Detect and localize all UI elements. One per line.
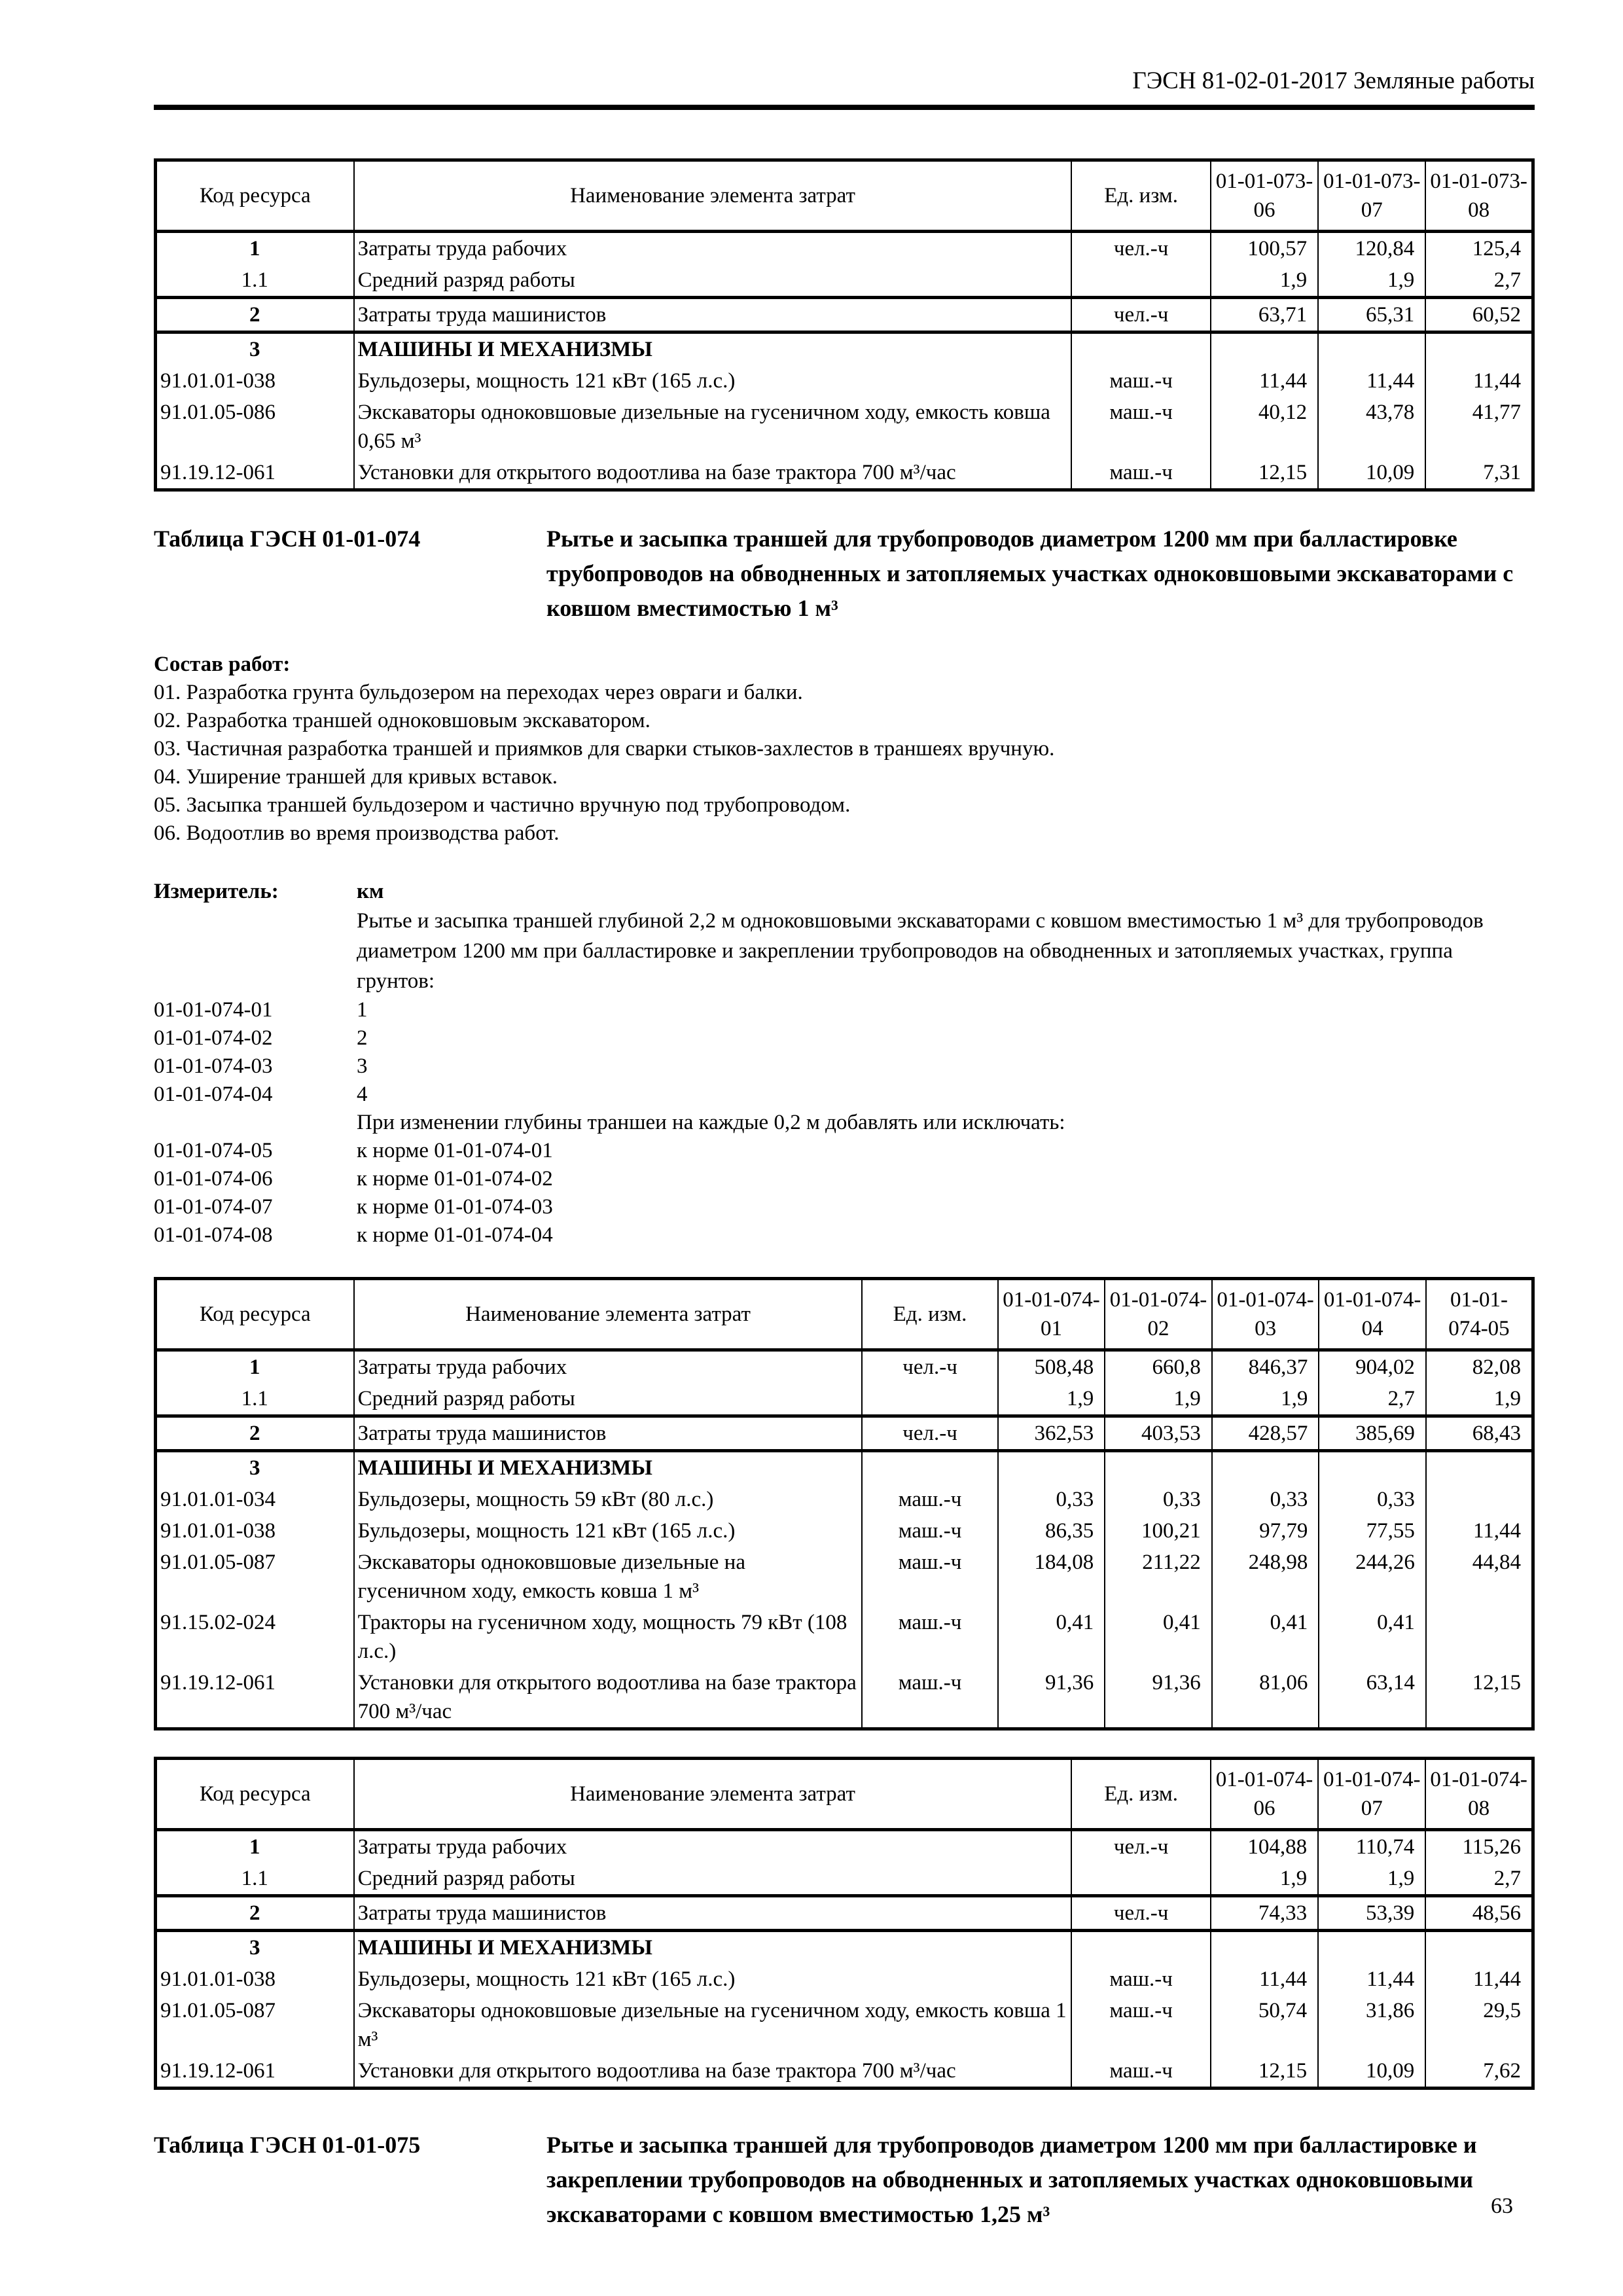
cell-value [1426,1607,1533,1667]
norm-group-value: к норме 01-01-074-03 [357,1195,553,1219]
cell-value: 63,14 [1319,1667,1426,1729]
column-header: 01-01-074-05 [1426,1279,1533,1350]
cell-resource-code: 91.01.05-086 [156,397,354,457]
table-row [156,457,1533,490]
measure-unit: км [357,880,384,903]
measure-entry [154,1221,1535,1249]
table-row [156,264,1533,298]
cell-cost-element-name: Экскаваторы одноковшовые дизельные на гусеничном ходу, емкость ковша 1 м³ [354,1995,1072,2055]
measure-entry [154,996,1535,1024]
norm-code: 01-01-074-04 [154,1083,273,1106]
cell-resource-code: 1 [156,1350,354,1384]
cell-unit: чел.-ч [1071,1896,1211,1931]
norm-group-value: к норме 01-01-074-02 [357,1167,553,1191]
cell-value: 362,53 [998,1416,1105,1451]
cell-value: 10,09 [1318,457,1425,490]
table-row [156,1964,1533,1995]
cell-value: 12,15 [1426,1667,1533,1729]
column-header: 01-01-073-06 [1211,160,1318,232]
column-header: 01-01-074-06 [1211,1759,1318,1830]
cell-resource-code: 2 [156,1896,354,1931]
table-row [156,1995,1533,2055]
column-header: 01-01-074-08 [1425,1759,1533,1830]
measure-entry [154,1024,1535,1052]
cell-resource-code: 91.19.12-061 [156,457,354,490]
cell-cost-element-name: Затраты труда машинистов [354,298,1072,332]
work-composition-list [154,679,1535,848]
norm-code: 01-01-074-05 [154,1139,273,1162]
cell-value: 65,31 [1318,298,1425,332]
table-row [156,1484,1533,1515]
cell-value: 385,69 [1319,1416,1426,1451]
cell-unit: маш.-ч [1071,457,1211,490]
cell-value: 1,9 [998,1383,1105,1416]
cell-value: 11,44 [1426,1515,1533,1547]
cell-value [1425,332,1533,366]
cell-unit [862,1383,997,1416]
work-item: 05. Засыпка траншей бульдозером и частично вручную под трубопроводом. [154,793,851,817]
norm-group-value: 2 [357,1026,368,1050]
cell-resource-code: 3 [156,332,354,366]
resource-table-074-part2 [154,1757,1535,2090]
cell-value: 2,7 [1425,264,1533,298]
cell-cost-element-name: Установки для открытого водоотлива на базе трактора 700 м³/час [354,2055,1072,2089]
cell-value: 40,12 [1211,397,1318,457]
cell-unit: чел.-ч [1071,232,1211,265]
table-row [156,1451,1533,1484]
table-row [156,1863,1533,1896]
column-header: Код ресурса [156,160,354,232]
cell-value [1211,332,1318,366]
cell-cost-element-name: Затраты труда рабочих [354,1350,863,1384]
cell-value: 0,33 [1105,1484,1212,1515]
cell-value: 91,36 [1105,1667,1212,1729]
table-row [156,1350,1533,1384]
cell-value: 11,44 [1318,1964,1425,1995]
cell-cost-element-name: Затраты труда машинистов [354,1896,1072,1931]
cell-value: 12,15 [1211,457,1318,490]
cell-value: 0,41 [1212,1607,1319,1667]
cell-resource-code: 91.15.02-024 [156,1607,354,1667]
cell-resource-code: 91.01.01-038 [156,1515,354,1547]
table-row [156,2055,1533,2089]
cell-value: 1,9 [1426,1383,1533,1416]
cell-cost-element-name: Установки для открытого водоотлива на базе трактора 700 м³/час [354,1667,863,1729]
cell-value [1318,1931,1425,1964]
cell-resource-code: 3 [156,1451,354,1484]
cell-value [1425,1931,1533,1964]
table-row [156,1547,1533,1607]
cell-unit: маш.-ч [862,1515,997,1547]
cell-resource-code: 91.19.12-061 [156,2055,354,2089]
cell-value: 1,9 [1211,1863,1318,1896]
table-row [156,365,1533,397]
cell-resource-code: 91.01.01-038 [156,1964,354,1995]
cell-unit: чел.-ч [1071,298,1211,332]
table-row [156,1416,1533,1451]
cell-cost-element-name: Средний разряд работы [354,1863,1072,1896]
cell-unit: чел.-ч [862,1416,997,1451]
column-header: 01-01-074-01 [998,1279,1105,1350]
norm-group-value: 1 [357,998,368,1022]
column-header: Ед. изм. [862,1279,997,1350]
cell-value: 7,62 [1425,2055,1533,2089]
cell-cost-element-name: Средний разряд работы [354,1383,863,1416]
document-title: ГЭСН 81-02-01-2017 Земляные работы [1132,67,1535,94]
cell-value: 12,15 [1211,2055,1318,2089]
cell-unit: маш.-ч [1071,1995,1211,2055]
cell-value: 11,44 [1425,1964,1533,1995]
cell-value: 11,44 [1318,365,1425,397]
cell-value: 508,48 [998,1350,1105,1384]
cell-unit [1071,332,1211,366]
cell-value: 403,53 [1105,1416,1212,1451]
measure-description: Рытье и засыпка траншей глубиной 2,2 м одноковшовыми экскаваторами с ковшом вместимостью 1 м³ для трубопроводов диаметром 1200 мм при балластировке и закреплении трубопроводов на обводненных и затопляемых участках, группа грунтов: [357,909,1484,993]
cell-value: 11,44 [1211,1964,1318,1995]
cell-unit: чел.-ч [862,1350,997,1384]
work-item: 06. Водоотлив во время производства работ. [154,821,560,845]
cell-value: 91,36 [998,1667,1105,1729]
cell-cost-element-name: МАШИНЫ И МЕХАНИЗМЫ [354,332,1072,366]
norm-group-value: к норме 01-01-074-04 [357,1223,553,1247]
cell-value: 660,8 [1105,1350,1212,1384]
column-header: 01-01-074-04 [1319,1279,1426,1350]
cell-value: 1,9 [1318,1863,1425,1896]
measure-description-row [154,906,1535,996]
cell-cost-element-name: Бульдозеры, мощность 121 кВт (165 л.с.) [354,1964,1072,1995]
cell-value [1318,332,1425,366]
cell-unit: чел.-ч [1071,1830,1211,1863]
cell-resource-code: 1 [156,1830,354,1863]
cell-cost-element-name: МАШИНЫ И МЕХАНИЗМЫ [354,1451,863,1484]
cell-value: 904,02 [1319,1350,1426,1384]
cell-resource-code: 91.01.05-087 [156,1547,354,1607]
work-composition-section [154,651,1535,848]
norm-code [154,1109,357,1137]
cell-cost-element-name: Экскаваторы одноковшовые дизельные на гусеничном ходу, емкость ковша 1 м³ [354,1547,863,1607]
table-row [156,298,1533,332]
cell-value: 0,33 [1319,1484,1426,1515]
cell-value: 0,33 [998,1484,1105,1515]
table-row [156,1931,1533,1964]
cell-unit [1071,1863,1211,1896]
measure-entry [154,1137,1535,1165]
caption-label: Таблица ГЭСН 01-01-074 [154,526,421,552]
cell-cost-element-name: Затраты труда рабочих [354,232,1072,265]
cell-value [998,1451,1105,1484]
cell-value: 11,44 [1211,365,1318,397]
cell-value [1105,1451,1212,1484]
work-item: 01. Разработка грунта бульдозером на переходах через овраги и балки. [154,681,803,704]
measure-entry [154,1081,1535,1109]
table-row [156,1667,1533,1729]
caption-label: Таблица ГЭСН 01-01-075 [154,2132,421,2158]
column-header: Ед. изм. [1071,1759,1211,1830]
cell-resource-code: 91.01.01-034 [156,1484,354,1515]
page-content [154,0,1535,2232]
measure-header-row [154,878,1535,906]
cell-value: 0,41 [1105,1607,1212,1667]
column-header: 01-01-074-07 [1318,1759,1425,1830]
column-header: Код ресурса [156,1279,354,1350]
table-row [156,1515,1533,1547]
resource-table-073 [154,158,1535,492]
norm-group-value: 4 [357,1083,368,1106]
cell-value: 115,26 [1425,1830,1533,1863]
norm-code: 01-01-074-07 [154,1195,273,1219]
cell-value: 53,39 [1318,1896,1425,1931]
page-header [154,0,1535,94]
cell-value: 0,41 [998,1607,1105,1667]
cell-value: 2,7 [1425,1863,1533,1896]
table-caption-074 [154,522,1535,626]
norm-code: 01-01-074-08 [154,1223,273,1247]
cell-value: 248,98 [1212,1547,1319,1607]
cell-value: 0,33 [1212,1484,1319,1515]
cell-value: 104,88 [1211,1830,1318,1863]
cell-cost-element-name: Затраты труда рабочих [354,1830,1072,1863]
cell-cost-element-name: Экскаваторы одноковшовые дизельные на гусеничном ходу, емкость ковша 0,65 м³ [354,397,1072,457]
cell-value: 100,57 [1211,232,1318,265]
cell-value: 110,74 [1318,1830,1425,1863]
cell-cost-element-name: Затраты труда машинистов [354,1416,863,1451]
cell-cost-element-name: Бульдозеры, мощность 121 кВт (165 л.с.) [354,1515,863,1547]
measure-entry [154,1052,1535,1081]
cell-value [1212,1451,1319,1484]
norm-code: 01-01-074-02 [154,1026,273,1050]
resource-table-074-part1 [154,1277,1535,1731]
column-header: 01-01-074-02 [1105,1279,1212,1350]
norm-code: 01-01-074-03 [154,1054,273,1078]
cell-unit: маш.-ч [862,1547,997,1607]
cell-resource-code: 91.01.01-038 [156,365,354,397]
cell-value: 44,84 [1426,1547,1533,1607]
cell-value [1211,1931,1318,1964]
cell-value [1426,1484,1533,1515]
cell-value: 1,9 [1211,264,1318,298]
cell-unit: маш.-ч [862,1484,997,1515]
column-header: Наименование элемента затрат [354,1759,1072,1830]
measure-section [154,878,1535,1249]
cell-unit: маш.-ч [862,1607,997,1667]
cell-value: 184,08 [998,1547,1105,1607]
cell-resource-code: 1 [156,232,354,265]
cell-value: 211,22 [1105,1547,1212,1607]
cell-unit: маш.-ч [1071,397,1211,457]
cell-resource-code: 2 [156,1416,354,1451]
table-row [156,332,1533,366]
column-header: Ед. изм. [1071,160,1211,232]
table-caption-075 [154,2128,1535,2232]
cell-value: 244,26 [1319,1547,1426,1607]
norm-group-value: 3 [357,1054,368,1078]
norm-group-value: При изменении глубины траншеи на каждые 0,2 м добавлять или исключать: [357,1111,1065,1134]
cell-value: 125,4 [1425,232,1533,265]
table-row [156,1896,1533,1931]
caption-title: Рытье и засыпка траншей для трубопроводов диаметром 1200 мм при балластировке трубопроводов на обводненных и затопляемых участках одноковшовыми экскаваторами с ковшом вместимостью 1 м³ [546,526,1514,621]
cell-value: 77,55 [1319,1515,1426,1547]
column-header: Код ресурса [156,1759,354,1830]
cell-resource-code: 91.19.12-061 [156,1667,354,1729]
cell-unit [1071,264,1211,298]
table-row [156,232,1533,265]
cell-value: 48,56 [1425,1896,1533,1931]
column-header: 01-01-073-08 [1425,160,1533,232]
cell-value: 86,35 [998,1515,1105,1547]
cell-cost-element-name: Бульдозеры, мощность 121 кВт (165 л.с.) [354,365,1072,397]
cell-resource-code: 1.1 [156,1383,354,1416]
cell-value: 63,71 [1211,298,1318,332]
cell-value: 7,31 [1425,457,1533,490]
table-header-row [156,160,1533,232]
cell-resource-code: 3 [156,1931,354,1964]
cell-value: 0,41 [1319,1607,1426,1667]
work-composition-heading: Состав работ: [154,653,291,676]
measure-description-spacer [154,906,357,996]
cell-resource-code: 1.1 [156,1863,354,1896]
cell-cost-element-name: МАШИНЫ И МЕХАНИЗМЫ [354,1931,1072,1964]
column-header: 01-01-073-07 [1318,160,1425,232]
cell-value: 10,09 [1318,2055,1425,2089]
cell-value: 31,86 [1318,1995,1425,2055]
cell-value: 120,84 [1318,232,1425,265]
table-header-row [156,1279,1533,1350]
cell-value: 81,06 [1212,1667,1319,1729]
column-header: 01-01-074-03 [1212,1279,1319,1350]
cell-cost-element-name: Бульдозеры, мощность 59 кВт (80 л.с.) [354,1484,863,1515]
cell-resource-code: 91.01.05-087 [156,1995,354,2055]
measure-entry [154,1165,1535,1193]
measure-entries [154,996,1535,1249]
header-rule [154,105,1535,110]
cell-value: 428,57 [1212,1416,1319,1451]
table-row [156,1383,1533,1416]
cell-cost-element-name: Тракторы на гусеничном ходу, мощность 79 кВт (108 л.с.) [354,1607,863,1667]
table-header-row [156,1759,1533,1830]
cell-resource-code: 2 [156,298,354,332]
table-row [156,1830,1533,1863]
cell-value: 100,21 [1105,1515,1212,1547]
measure-entry [154,1193,1535,1221]
cell-value: 74,33 [1211,1896,1318,1931]
cell-value: 82,08 [1426,1350,1533,1384]
cell-value [1319,1451,1426,1484]
cell-value: 97,79 [1212,1515,1319,1547]
work-item: 03. Частичная разработка траншей и приямков для сварки стыков-захлестов в траншеях вручную. [154,737,1055,761]
cell-value: 29,5 [1425,1995,1533,2055]
norm-group-value: к норме 01-01-074-01 [357,1139,553,1162]
cell-value: 1,9 [1212,1383,1319,1416]
cell-unit [1071,1931,1211,1964]
work-item: 04. Уширение траншей для кривых вставок. [154,765,558,789]
cell-value: 43,78 [1318,397,1425,457]
cell-value: 68,43 [1426,1416,1533,1451]
cell-unit: маш.-ч [1071,1964,1211,1995]
cell-value: 11,44 [1425,365,1533,397]
cell-cost-element-name: Установки для открытого водоотлива на базе трактора 700 м³/час [354,457,1072,490]
cell-value: 41,77 [1425,397,1533,457]
cell-unit [862,1451,997,1484]
cell-unit: маш.-ч [1071,2055,1211,2089]
cell-value: 50,74 [1211,1995,1318,2055]
measure-entry [154,1109,1535,1137]
measure-label: Измеритель: [154,880,279,903]
table-row [156,397,1533,457]
caption-title: Рытье и засыпка траншей для трубопроводов диаметром 1200 мм при балластировке и закреплении трубопроводов на обводненных и затопляемых участках одноковшовыми экскаваторами с ковшом вместимостью 1,25 м³ [546,2132,1477,2227]
page-number: 63 [1491,2194,1513,2218]
cell-unit: маш.-ч [1071,365,1211,397]
norm-code: 01-01-074-06 [154,1167,273,1191]
work-item: 02. Разработка траншей одноковшовым экскаватором. [154,709,651,732]
cell-cost-element-name: Средний разряд работы [354,264,1072,298]
cell-value: 60,52 [1425,298,1533,332]
column-header: Наименование элемента затрат [354,160,1072,232]
norm-code: 01-01-074-01 [154,998,273,1022]
cell-value: 1,9 [1318,264,1425,298]
cell-value [1426,1451,1533,1484]
cell-value: 1,9 [1105,1383,1212,1416]
cell-resource-code: 1.1 [156,264,354,298]
cell-unit: маш.-ч [862,1667,997,1729]
cell-value: 846,37 [1212,1350,1319,1384]
column-header: Наименование элемента затрат [354,1279,863,1350]
cell-value: 2,7 [1319,1383,1426,1416]
table-row [156,1607,1533,1667]
